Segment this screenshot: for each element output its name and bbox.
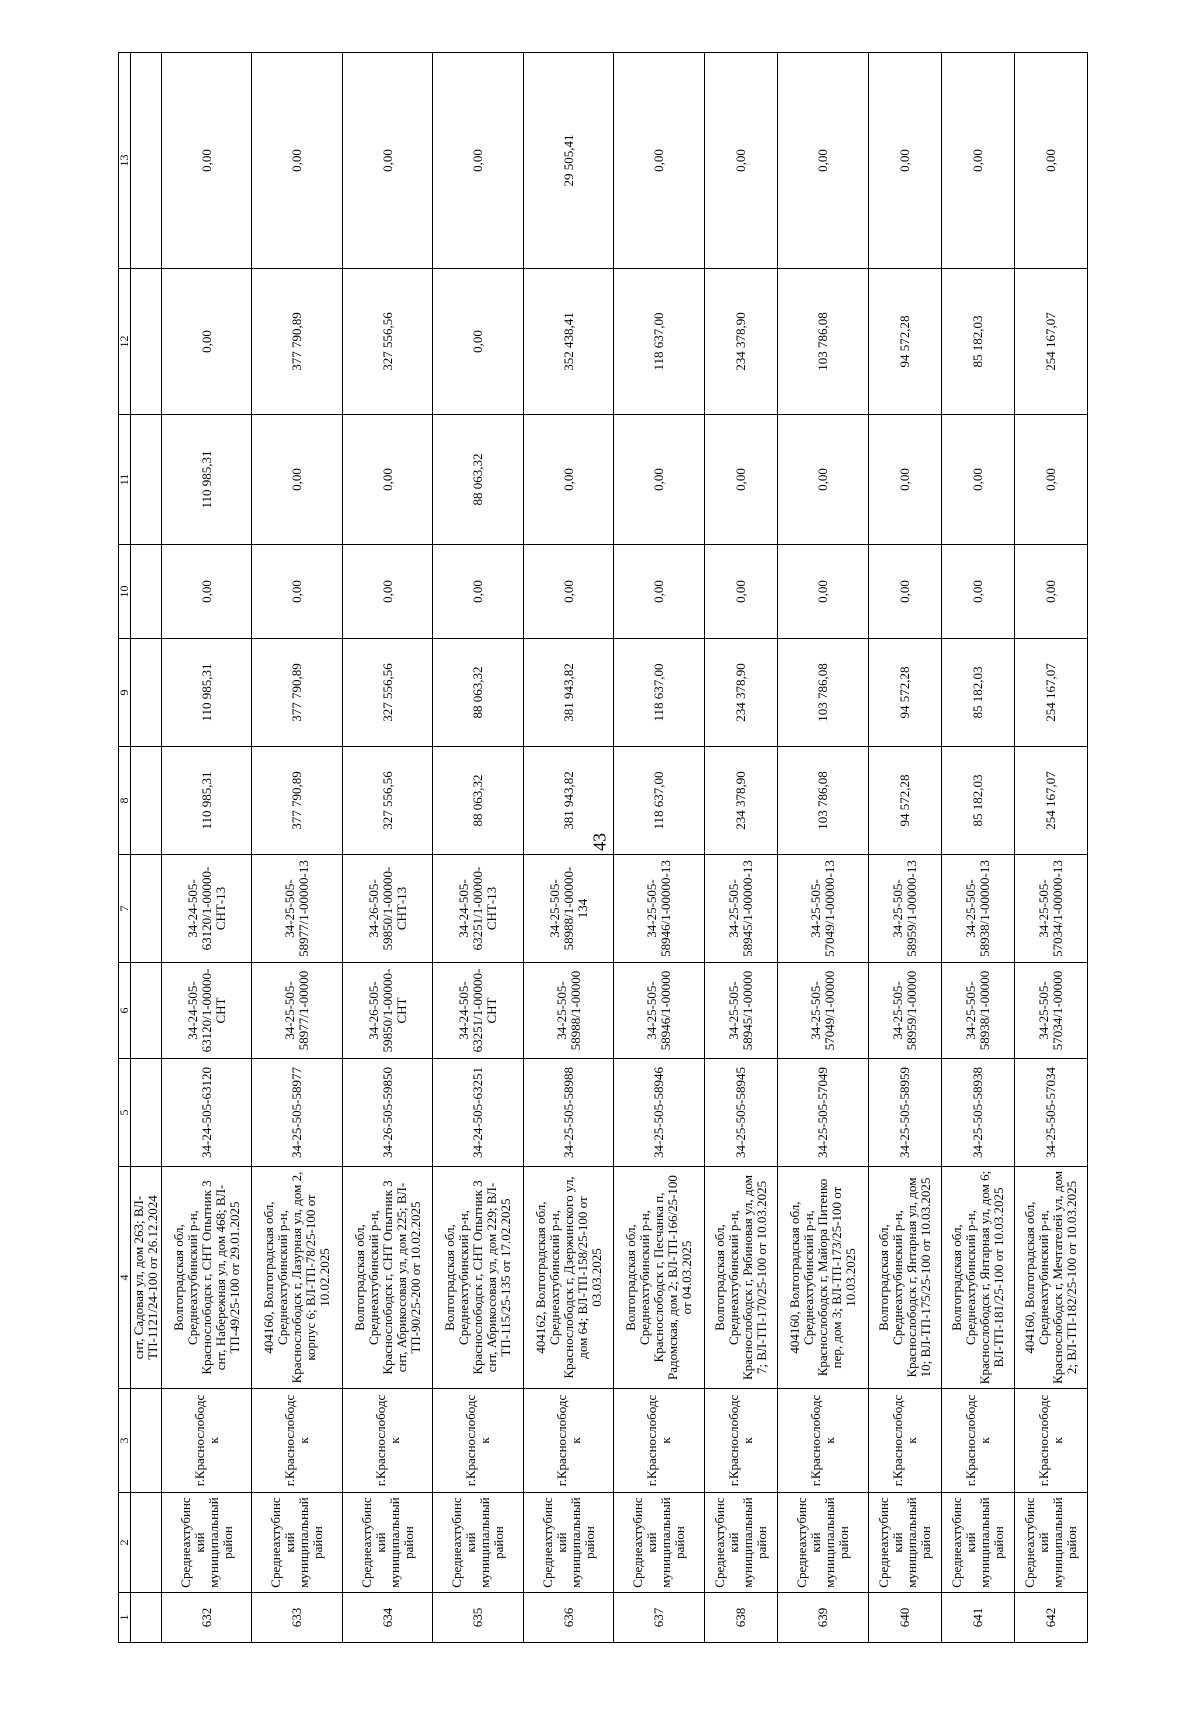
district-cell: Среднеахтубинский муниципальный район: [342, 1493, 432, 1593]
amount-cell: 0,00: [704, 415, 777, 545]
code-cell: 34-24-505-63120/1-00000-СНТ: [162, 963, 252, 1059]
amount-cell: 118 637,00: [614, 747, 704, 855]
code-cell: 34-25-505-58988/1-00000: [523, 963, 613, 1059]
row-number: 640: [868, 1593, 941, 1643]
column-number-row: [119, 53, 131, 1643]
amount-cell: 0,00: [614, 545, 704, 639]
amount-cell: 0,00: [252, 545, 342, 639]
col-number: 9: [119, 639, 131, 747]
amount-cell: 0,00: [941, 545, 1014, 639]
amount-cell: 254 167,07: [1014, 639, 1087, 747]
amount-cell: 0,00: [778, 415, 868, 545]
amount-cell: 94 572,28: [868, 269, 941, 415]
col-number: 13: [119, 53, 131, 269]
code-cell: 34-24-505-63251/1-00000-СНТ-13: [433, 855, 523, 963]
table-cell: [131, 545, 162, 639]
table-cell: [131, 855, 162, 963]
col-number: 2: [119, 1493, 131, 1593]
amount-cell: 118 637,00: [614, 639, 704, 747]
table-cell: [131, 1593, 162, 1643]
amount-cell: 0,00: [1014, 545, 1087, 639]
code-cell: 34-25-505-58959: [868, 1059, 941, 1167]
district-cell: Среднеахтубинский муниципальный район: [704, 1493, 777, 1593]
amount-cell: 0,00: [941, 53, 1014, 269]
amount-cell: 254 167,07: [1014, 269, 1087, 415]
amount-cell: 0,00: [252, 415, 342, 545]
amount-cell: 377 790,89: [252, 747, 342, 855]
code-cell: 34-25-505-58988: [523, 1059, 613, 1167]
table-row: [941, 53, 1014, 1643]
table-cell: [131, 963, 162, 1059]
code-cell: 34-25-505-58977/1-00000: [252, 963, 342, 1059]
city-cell: г.Краснослободск: [778, 1389, 868, 1493]
city-cell: г.Краснослободск: [162, 1389, 252, 1493]
amount-cell: 0,00: [523, 545, 613, 639]
code-cell: 34-25-505-58938/1-00000-13: [941, 855, 1014, 963]
district-cell: Среднеахтубинский муниципальный район: [162, 1493, 252, 1593]
amount-cell: 103 786,08: [778, 639, 868, 747]
row-number: 634: [342, 1593, 432, 1643]
address-cell: Волгоградская обл, Среднеахтубинский р-н, Краснослободск г, СНТ Опытник 3 снт, Набережная ул, дом 468; ВЛ-ТП-49/25-100 от 29.01.2025: [162, 1167, 252, 1389]
address-cell: Волгоградская обл, Среднеахтубинский р-н, Краснослободск г, Янтарная ул, дом 10; ВЛ-ТП-175/25-100 от 10.03.2025: [868, 1167, 941, 1389]
code-cell: 34-25-505-57034: [1014, 1059, 1087, 1167]
continuation-row: [131, 53, 162, 1643]
code-cell: 34-25-505-58938/1-00000: [941, 963, 1014, 1059]
table-row: [162, 53, 252, 1643]
code-cell: 34-25-505-58945/1-00000: [704, 963, 777, 1059]
address-cell: 404160, Волгоградская обл, Среднеахтубинский р-н, Краснослободск г, Лазурная ул, дом 2, корпус 6; ВЛ-ТП-78/25-100 от 10.02.2025: [252, 1167, 342, 1389]
code-cell: 34-25-505-57049/1-00000-13: [778, 855, 868, 963]
code-cell: 34-25-505-58959/1-00000: [868, 963, 941, 1059]
code-cell: 34-25-505-58938: [941, 1059, 1014, 1167]
amount-cell: 0,00: [778, 53, 868, 269]
address-cell: Волгоградская обл, Среднеахтубинский р-н, Краснослободск г, СНТ Опытник 3 снт, Абрикосовая ул, дом 225; ВЛ-ТП-90/25-200 от 10.02.2025: [342, 1167, 432, 1389]
amount-cell: 0,00: [252, 53, 342, 269]
row-number: 635: [433, 1593, 523, 1643]
amount-cell: 0,00: [162, 545, 252, 639]
district-cell: Среднеахтубинский муниципальный район: [868, 1493, 941, 1593]
row-number: 638: [704, 1593, 777, 1643]
city-cell: г.Краснослободск: [1014, 1389, 1087, 1493]
amount-cell: 103 786,08: [778, 269, 868, 415]
amount-cell: 29 505,41: [523, 53, 613, 269]
table-row: [778, 53, 868, 1643]
amount-cell: 0,00: [433, 545, 523, 639]
amount-cell: 0,00: [342, 415, 432, 545]
table-cell: [131, 415, 162, 545]
address-cell: Волгоградская обл, Среднеахтубинский р-н, Краснослободск г, Рябиновая ул, дом 7; ВЛ-ТП-170/25-100 от 10.03.2025: [704, 1167, 777, 1389]
city-cell: г.Краснослободск: [342, 1389, 432, 1493]
code-cell: 34-26-505-59850/1-00000-СНТ-13: [342, 855, 432, 963]
amount-cell: 110 985,31: [162, 747, 252, 855]
amount-cell: 0,00: [941, 415, 1014, 545]
code-cell: 34-25-505-58988/1-00000-134: [523, 855, 613, 963]
col-number: 5: [119, 1059, 131, 1167]
col-number: 8: [119, 747, 131, 855]
amount-cell: 377 790,89: [252, 639, 342, 747]
code-cell: 34-25-505-58946: [614, 1059, 704, 1167]
code-cell: 34-25-505-58977/1-00000-13: [252, 855, 342, 963]
city-cell: г.Краснослободск: [433, 1389, 523, 1493]
amount-cell: 88 063,32: [433, 415, 523, 545]
city-cell: г.Краснослободск: [252, 1389, 342, 1493]
table-cell: [131, 269, 162, 415]
amount-cell: 0,00: [1014, 415, 1087, 545]
amount-cell: 377 790,89: [252, 269, 342, 415]
amount-cell: 103 786,08: [778, 747, 868, 855]
address-cell: 404160, Волгоградская обл, Среднеахтубинский р-н, Краснослободск г, Мечтателей ул, дом 2; ВЛ-ТП-182/25-100 от 10.03.2025: [1014, 1167, 1087, 1389]
col-number: 12: [119, 269, 131, 415]
amount-cell: 118 637,00: [614, 269, 704, 415]
city-cell: г.Краснослободск: [941, 1389, 1014, 1493]
district-cell: Среднеахтубинский муниципальный район: [523, 1493, 613, 1593]
amount-cell: 85 182,03: [941, 747, 1014, 855]
amount-cell: 94 572,28: [868, 747, 941, 855]
amount-cell: 381 943,82: [523, 639, 613, 747]
amount-cell: 381 943,82: [523, 747, 613, 855]
code-cell: 34-24-505-63120/1-00000-СНТ-13: [162, 855, 252, 963]
city-cell: г.Краснослободск: [614, 1389, 704, 1493]
code-cell: 34-25-505-58946/1-00000-13: [614, 855, 704, 963]
col-number: 10: [119, 545, 131, 639]
amount-cell: 85 182,03: [941, 269, 1014, 415]
amount-cell: 327 556,56: [342, 747, 432, 855]
row-number: 636: [523, 1593, 613, 1643]
table-row: [1014, 53, 1087, 1643]
table-cell: [131, 1389, 162, 1493]
code-cell: 34-25-505-58945: [704, 1059, 777, 1167]
amount-cell: 0,00: [523, 415, 613, 545]
code-cell: 34-25-505-57049: [778, 1059, 868, 1167]
table-cell: [131, 639, 162, 747]
col-number: 3: [119, 1389, 131, 1493]
amount-cell: 0,00: [868, 53, 941, 269]
data-table: [118, 52, 1088, 1643]
row-number: 642: [1014, 1593, 1087, 1643]
continuation-address: снт, Садовая ул, дом 263; ВЛ-ТП-1121/24-100 от 26.12.2024: [131, 1167, 162, 1389]
row-number: 632: [162, 1593, 252, 1643]
amount-cell: 234 378,90: [704, 269, 777, 415]
amount-cell: 88 063,32: [433, 639, 523, 747]
city-cell: г.Краснослободск: [868, 1389, 941, 1493]
district-cell: Среднеахтубинский муниципальный район: [1014, 1493, 1087, 1593]
table-cell: [131, 1493, 162, 1593]
address-cell: Волгоградская обл, Среднеахтубинский р-н, Краснослободск г, Янтарная ул, дом 6; ВЛ-ТП-181/25-100 от 10.03.2025: [941, 1167, 1014, 1389]
table-row: [342, 53, 432, 1643]
col-number: 7: [119, 855, 131, 963]
code-cell: 34-25-505-57034/1-00000: [1014, 963, 1087, 1059]
amount-cell: 0,00: [342, 53, 432, 269]
table-row: [252, 53, 342, 1643]
amount-cell: 0,00: [162, 269, 252, 415]
col-number: 11: [119, 415, 131, 545]
page-number: 43: [589, 833, 610, 851]
col-number: 6: [119, 963, 131, 1059]
row-number: 633: [252, 1593, 342, 1643]
table-row: [704, 53, 777, 1643]
table-cell: [131, 53, 162, 269]
district-cell: Среднеахтубинский муниципальный район: [614, 1493, 704, 1593]
code-cell: 34-25-505-57034/1-00000-13: [1014, 855, 1087, 963]
amount-cell: 0,00: [1014, 53, 1087, 269]
row-number: 637: [614, 1593, 704, 1643]
code-cell: 34-24-505-63251/1-00000-СНТ: [433, 963, 523, 1059]
district-cell: Среднеахтубинский муниципальный район: [433, 1493, 523, 1593]
amount-cell: 327 556,56: [342, 639, 432, 747]
amount-cell: 234 378,90: [704, 639, 777, 747]
code-cell: 34-25-505-57049/1-00000: [778, 963, 868, 1059]
row-number: 641: [941, 1593, 1014, 1643]
col-number: 4: [119, 1167, 131, 1389]
amount-cell: 88 063,32: [433, 747, 523, 855]
code-cell: 34-25-505-58946/1-00000: [614, 963, 704, 1059]
code-cell: 34-24-505-63120: [162, 1059, 252, 1167]
code-cell: 34-25-505-58959/1-00000-13: [868, 855, 941, 963]
table-row: [523, 53, 613, 1643]
table-cell: [131, 1059, 162, 1167]
district-cell: Среднеахтубинский муниципальный район: [778, 1493, 868, 1593]
amount-cell: 0,00: [868, 545, 941, 639]
address-cell: 404160, Волгоградская обл, Среднеахтубинский р-н, Краснослободск г, Майора Питенко пер, дом 3; ВЛ-ТП-173/25-100 от 10.03.2025: [778, 1167, 868, 1389]
amount-cell: 352 438,41: [523, 269, 613, 415]
code-cell: 34-25-505-58945/1-00000-13: [704, 855, 777, 963]
table-row: [433, 53, 523, 1643]
amount-cell: 0,00: [778, 545, 868, 639]
table-cell: [131, 747, 162, 855]
code-cell: 34-24-505-63251: [433, 1059, 523, 1167]
amount-cell: 254 167,07: [1014, 747, 1087, 855]
amount-cell: 85 182,03: [941, 639, 1014, 747]
amount-cell: 94 572,28: [868, 639, 941, 747]
code-cell: 34-26-505-59850/1-00000-СНТ: [342, 963, 432, 1059]
table-row: [868, 53, 941, 1643]
address-cell: Волгоградская обл, Среднеахтубинский р-н, Краснослободск г, Песчанка п, Радомская, дом 2; ВЛ-ТП-166/25-100 от 04.03.2025: [614, 1167, 704, 1389]
city-cell: г.Краснослободск: [704, 1389, 777, 1493]
rotated-table-wrapper: [118, 53, 1088, 1643]
amount-cell: 0,00: [433, 53, 523, 269]
amount-cell: 0,00: [162, 53, 252, 269]
amount-cell: 0,00: [614, 53, 704, 269]
amount-cell: 0,00: [342, 545, 432, 639]
amount-cell: 327 556,56: [342, 269, 432, 415]
amount-cell: 0,00: [704, 545, 777, 639]
address-cell: Волгоградская обл, Среднеахтубинский р-н, Краснослободск г, СНТ Опытник 3 снт, Абрикосовая ул, дом 229; ВЛ-ТП-115/25-135 от 17.02.2025: [433, 1167, 523, 1389]
amount-cell: 0,00: [868, 415, 941, 545]
amount-cell: 110 985,31: [162, 415, 252, 545]
district-cell: Среднеахтубинский муниципальный район: [252, 1493, 342, 1593]
table-row: [614, 53, 704, 1643]
district-cell: Среднеахтубинский муниципальный район: [941, 1493, 1014, 1593]
amount-cell: 110 985,31: [162, 639, 252, 747]
address-cell: 404162, Волгоградская обл, Среднеахтубинский р-н, Краснослободск г, Дзержинского ул, дом 64; ВЛ-ТП-158/25-100 от 03.03.2025: [523, 1167, 613, 1389]
col-number: 1: [119, 1593, 131, 1643]
code-cell: 34-25-505-58977: [252, 1059, 342, 1167]
amount-cell: 0,00: [704, 53, 777, 269]
code-cell: 34-26-505-59850: [342, 1059, 432, 1167]
amount-cell: 234 378,90: [704, 747, 777, 855]
amount-cell: 0,00: [614, 415, 704, 545]
city-cell: г.Краснослободск: [523, 1389, 613, 1493]
amount-cell: 0,00: [433, 269, 523, 415]
row-number: 639: [778, 1593, 868, 1643]
